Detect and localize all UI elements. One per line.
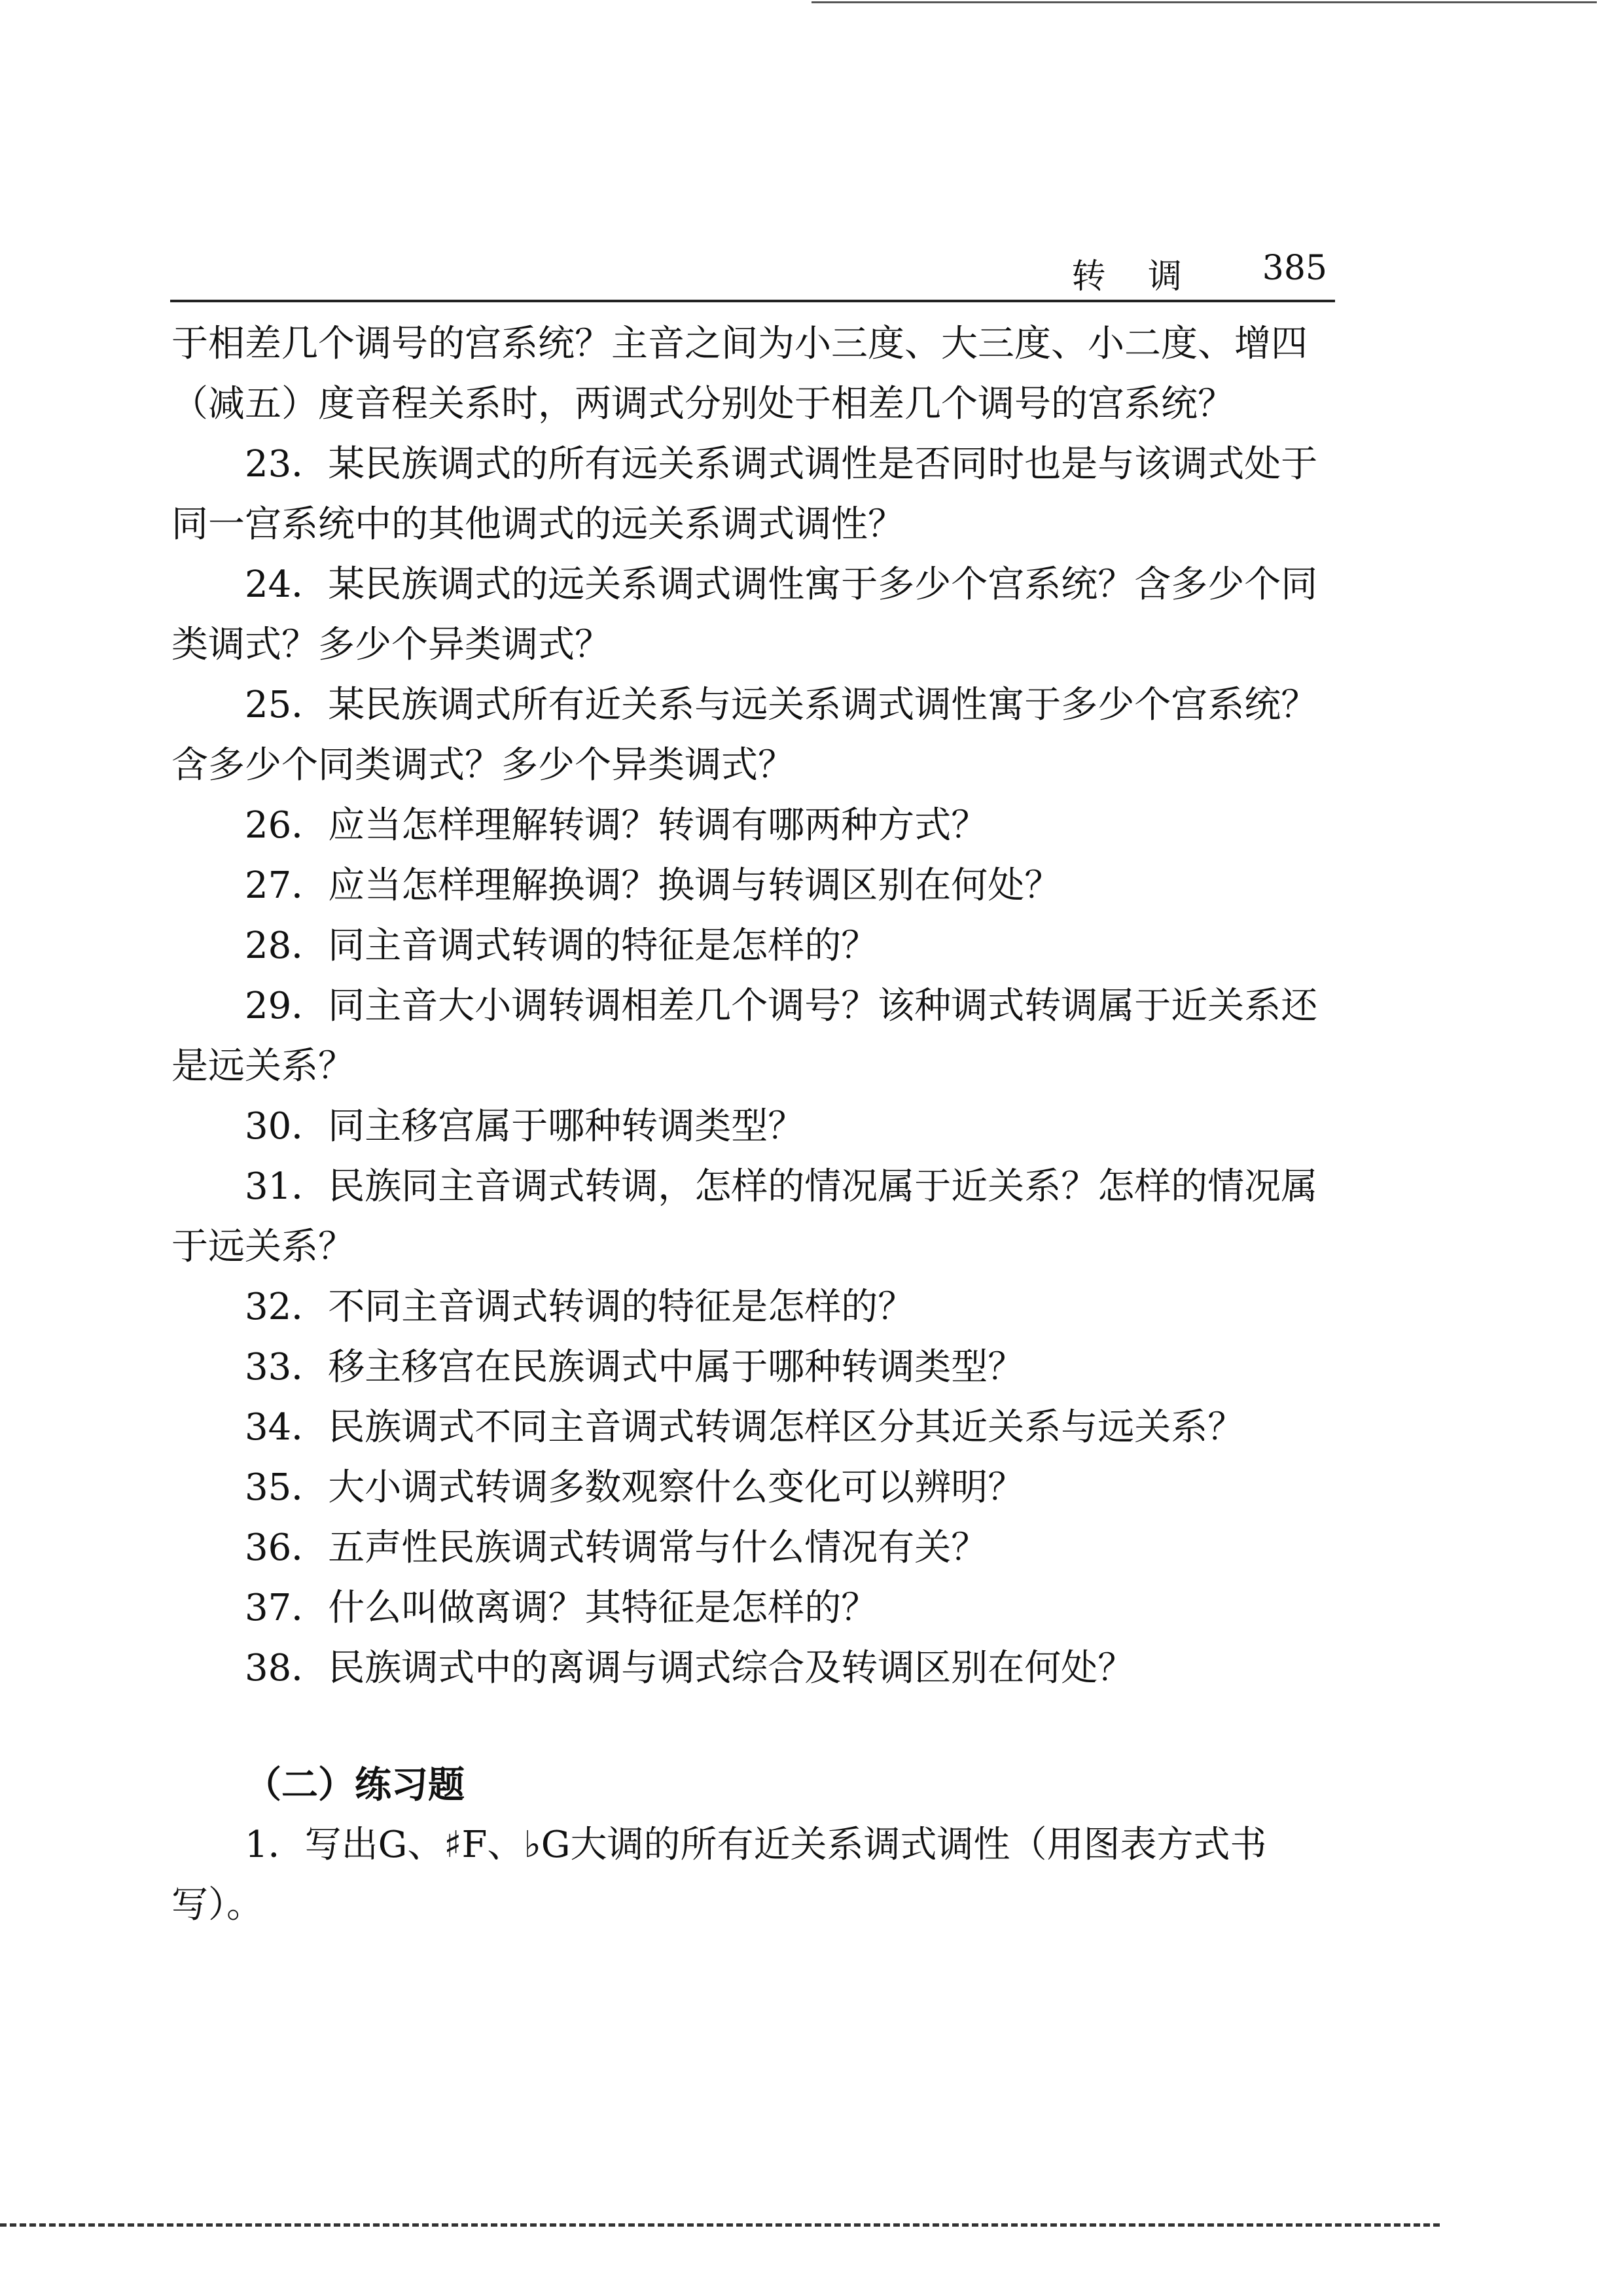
question-35: 35．大小调式转调多数观察什么变化可以辨明？	[245, 1466, 1025, 1509]
running-header	[170, 243, 1335, 302]
page-number: 385	[1262, 249, 1327, 288]
paragraph-continuation: 于相差几个调号的宫系统？主音之间为小三度、大三度、小二度、增四（减五）度音程关系时，两调式分别处于相差几个调号的宫系统？	[171, 323, 1308, 425]
question-38: 38．民族调式中的离调与调式综合及转调区别在何处？	[245, 1647, 1135, 1689]
question-31: 31．民族同主音调式转调，怎样的情况属于近关系？怎样的情况属于远关系？	[171, 1165, 1318, 1268]
question-36: 36．五声性民族调式转调常与什么情况有关？	[245, 1527, 988, 1569]
question-28: 28．同主音调式转调的特征是怎样的？	[245, 925, 878, 967]
question-33: 33．移主移宫在民族调式中属于哪种转调类型？	[245, 1346, 1025, 1388]
question-26: 26．应当怎样理解转调？转调有哪两种方式？	[245, 804, 988, 847]
header-title: 转 调	[1071, 257, 1198, 296]
question-32: 32．不同主音调式转调的特征是怎样的？	[245, 1286, 915, 1328]
section-heading: （二）练习题	[245, 1763, 465, 1807]
question-29: 29．同主音大小调转调相差几个调号？该种调式转调属于近关系还是远关系？	[171, 985, 1318, 1087]
question-27: 27．应当怎样理解换调？换调与转调区别在何处？	[245, 864, 1061, 907]
question-23: 23．某民族调式的所有远关系调式调性是否同时也是与该调式处于同一宫系统中的其他调式的远关系调式调性？	[171, 443, 1318, 546]
header-rule	[170, 300, 1335, 302]
question-30: 30．同主移宫属于哪种转调类型？	[245, 1105, 805, 1148]
top-rule	[812, 1, 1597, 3]
question-34: 34．民族调式不同主音调式转调怎样区分其近关系与远关系？	[245, 1406, 1245, 1449]
exercise-1: 1．写出G、♯F、♭G大调的所有近关系调式调性（用图表方式书写）。	[171, 1824, 1267, 1926]
question-24: 24．某民族调式的远关系调式调性寓于多少个宫系统？含多少个同类调式？多少个异类调式？	[171, 563, 1318, 666]
question-25: 25．某民族调式所有近关系与远关系调式调性寓于多少个宫系统？含多少个同类调式？多少个异类调式？	[171, 684, 1318, 786]
bottom-rule	[0, 2223, 1440, 2227]
question-37: 37．什么叫做离调？其特征是怎样的？	[245, 1587, 878, 1629]
page-body	[171, 314, 1330, 1935]
